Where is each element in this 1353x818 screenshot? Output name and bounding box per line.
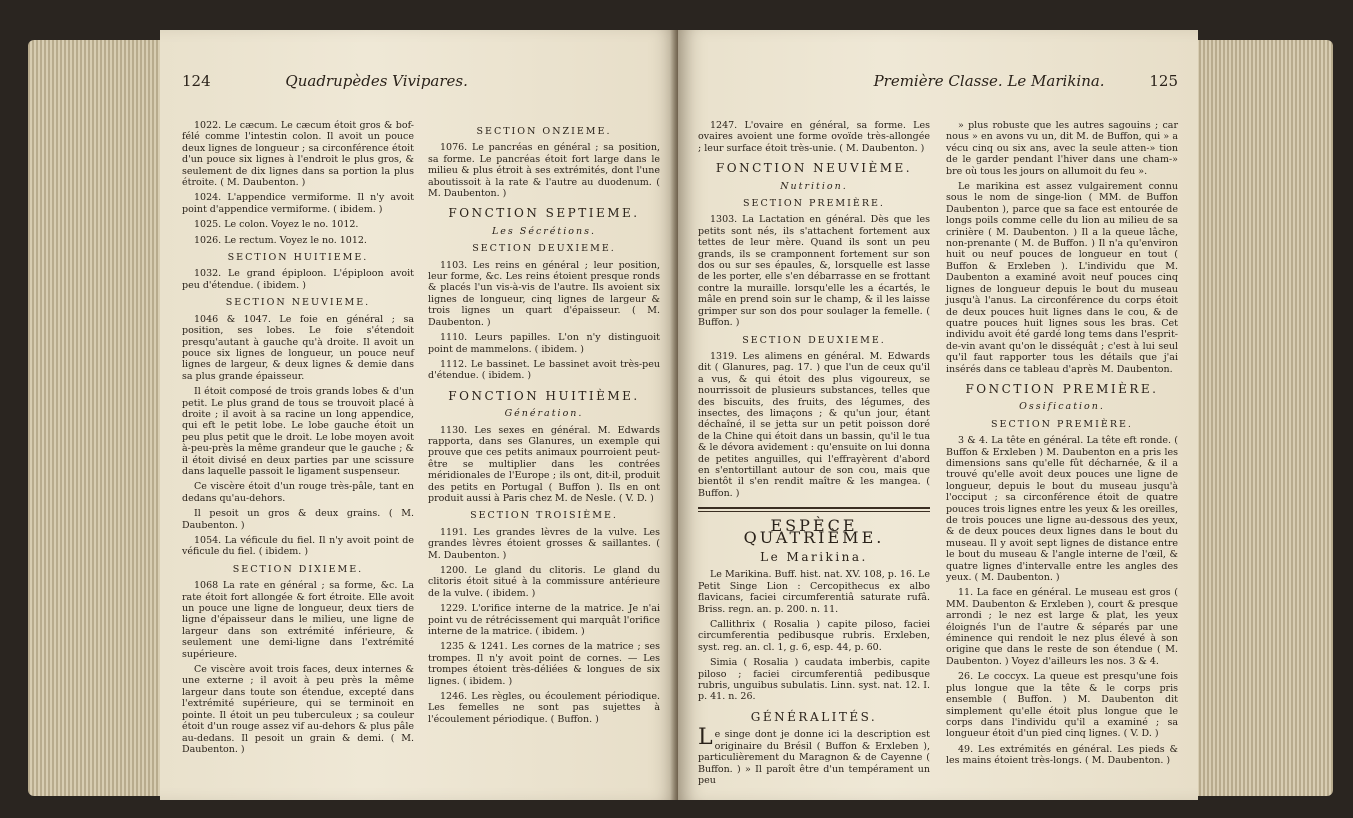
section-heading: FONCTION HUITIÈME. [448, 388, 640, 403]
section-rule [698, 507, 930, 512]
left-page-edges [28, 40, 168, 796]
paragraph: 1319. Les alimens en général. M. Edwards dit ( Glanures, pag. 17. ) que l'un de ceux qu'il a vus, & qui étoit des plus vigoureux, se nourrissoit de plusieurs substances, telles que des biscuits, des fruits, des légumes, des insectes, des limaçons ; & qu'un jour, étant déchaîné, il se jetta sur un petit poisson doré de la Chine qui étoit dans un bassin, qu'il le tua & le dévora avidement : qu'ensuite on lui donna de petites anguilles, qui l'effrayèrent d'abord en s'entortillant autour de son cou, mais que bientôt il s'en rendit maître & les mangea. ( Buffon. ) [698, 350, 930, 499]
section-heading: Les Sécrétions. [491, 225, 597, 237]
paragraph: 1246. Les règles, ou écoulement périodique. Les femelles ne sont pas sujettes à l'écoulement périodique. ( Buffon. ) [428, 691, 660, 725]
paragraph: Ce viscère avoit trois faces, deux internes & une externe ; il avoit à peu près la même largeur dans toute son étendue, excepté dans l'extrémité supérieure, qui se terminoit en pointe. Il étoit un peu tuberculeux ; sa couleur étoit d'un rouge assez vif au-dehors & plus pâle au-dedans. Il pesoit un grain & demi. ( M. Daubenton. ) [182, 664, 414, 755]
section-heading: Ossification. [1019, 401, 1105, 413]
paragraph: 1110. Leurs papilles. L'on n'y distinguoit point de mammelons. ( ibidem. ) [428, 332, 660, 355]
section-heading: Le Marikina. [760, 550, 868, 564]
right-running-head [818, 72, 1178, 90]
paragraph: 1112. Le bassinet. Le bassinet avoit très-peu d'étendue. ( ibidem. ) [428, 358, 660, 382]
section-heading: FONCTION PREMIÈRE. [965, 381, 1159, 396]
section-heading: SECTION NEUVIEME. [225, 297, 371, 309]
paragraph: 49. Les extrémités en général. Les pieds & les mains étoient très-longs. ( M. Daubenton. ) [946, 743, 1178, 767]
paragraph: Simia ( Rosalia ) caudata imberbis, capite piloso ; faciei circumferentiâ pedibusque rubris, unguibus subulatis. Linn. syst. nat. 12. I. p. 41. n. 26. [698, 657, 930, 703]
paragraph: 26. Le coccyx. La queue est presqu'une fois plus longue que la tête & le corps pris ensemble ( Buffon. ) M. Daubenton dit simplement qu'elle étoit plus longue que le corps dans l'individu qu'il a examiné ; sa longueur étoit d'un pied cinq lignes. ( V. D. ) [946, 671, 1178, 740]
paragraph: 1103. Les reins en général ; leur position, leur forme, &c. Les reins étoient presque ronds & placés l'un vis-à-vis de l'autre. Ils avoient six lignes de longueur, cinq lignes de largeur & trois lignes un quart d'épaisseur. ( M. Daubenton. ) [428, 259, 660, 328]
section-heading: SECTION DIXIEME. [232, 563, 364, 575]
left-column-1 [182, 120, 414, 759]
right-column-1 [698, 120, 930, 790]
paragraph: 1026. Le rectum. Voyez le no. 1012. [194, 234, 367, 246]
right-page-number: 125 [1149, 72, 1178, 90]
right-page [678, 30, 1198, 800]
paragraph: 1247. L'ovaire en général, sa forme. Les ovaires avoient une forme ovoïde très-allongée ; leur surface étoit très-unie. ( M. Daubenton. ) [698, 120, 930, 154]
paragraph: Ce viscère étoit d'un rouge très-pâle, tant en dedans qu'au-dehors. [182, 481, 414, 504]
section-heading: SECTION DEUXIEME. [472, 243, 616, 255]
paragraph: Il pesoit un gros & deux grains. ( M. Daubenton. ) [182, 508, 414, 531]
section-heading: SECTION DEUXIEME. [742, 334, 886, 346]
paragraph: » plus robuste que les autres sagouins ; car nous » en avons vu un, dit M. de Buffon, qui » a vécu cinq ou six ans, avec la seule atten-» tion de le garder pendant l'hiver dans une cham-» bre où tous les jours on allumoit du feu ». [946, 120, 1178, 177]
left-page [160, 30, 678, 800]
paragraph: 1032. Le grand épiploon. L'épiploon avoit peu d'étendue. ( ibidem. ) [182, 268, 414, 291]
paragraph [698, 725, 930, 786]
section-heading: SECTION PREMIÈRE. [991, 418, 1133, 430]
paragraph: 1229. L'orifice interne de la matrice. Je n'ai point vu de rétrécissement qui marquât l'orifice interne de la matrice. ( ibidem. ) [428, 603, 660, 638]
paragraph: 1024. L'appendice vermiforme. Il n'y avoit point d'appendice vermiforme. ( ibidem. ) [182, 192, 414, 215]
paragraph: 1025. Le colon. Voyez le no. 1012. [194, 219, 359, 231]
paragraph: 1022. Le cæcum. Le cæcum étoit gros & bof-félé comme l'intestin colon. Il avoit un pouce deux lignes de longueur ; sa circonférence étoit d'un pouce six lignes à l'endroit le plus gros, & seulement de dix lignes dans sa portion la plus étroite. ( M. Daubenton. ) [182, 120, 414, 189]
section-heading: SECTION HUITIEME. [227, 252, 369, 264]
paragraph: 1046 & 1047. Le foie en général ; sa position, ses lobes. Le foie s'étendoit presqu'autant à gauche qu'à droite. Il avoit un pouce six lignes de longueur, un pouce neuf lignes de largeur, & deux lignes & demie dans sa plus grande épaisseur. [182, 313, 414, 382]
drop-cap: L [698, 725, 713, 751]
paragraph: 1130. Les sexes en général. M. Edwards rapporta, dans ses Glanures, un exemple qui prouve que ces petits animaux pourroient peut-être se multiplier dans les contrées méridionales de l'Europe ; ils ont, dit-il, produit des petits en Portugal ( Buffon ). Ils en ont produit aussi à Paris chez M. de Nesle. ( V. D. ) [428, 424, 660, 504]
section-heading: Génération. [504, 408, 584, 420]
section-heading: SECTION ONZIEME. [476, 126, 612, 137]
paragraph: 1191. Les grandes lèvres de la vulve. Les grandes lèvres étoient grosses & saillantes. ( M. Daubenton. ) [428, 526, 660, 561]
section-heading: FONCTION NEUVIÈME. [715, 161, 913, 176]
left-page-number: 124 [182, 72, 211, 90]
paragraph: Il étoit composé de trois grands lobes & d'un petit. Le plus grand de tous se trouvoit placé à droite ; il avoit à sa racine un long appendice, qui eft le petit lobe. Le lobe gauche étoit un peu plus petit que le droit. Le lobe moyen avoit à-peu-près la même grandeur que le gauche ; & il étoit divisé en deux parties par une scissure dans laquelle passoit le ligament suspenseur. [182, 386, 414, 477]
section-heading: SECTION PREMIÈRE. [743, 198, 885, 210]
paragraph: 1200. Le gland du clitoris. Le gland du clitoris étoit situé à la commissure antérieure de la vulve. ( ibidem. ) [428, 565, 660, 599]
right-column-2 [946, 120, 1178, 771]
paragraph: 1068 La rate en général ; sa forme, &c. La rate étoit fort allongée & fort étroite. Elle avoit un pouce une ligne de longueur, deux tiers de ligne d'épaisseur dans le milieu, une ligne de largeur dans son extrémité inférieure, & seulement une demi-ligne dans l'extrémité supérieure. [182, 580, 414, 660]
paragraph: 3 & 4. La tête en général. La tête eft ronde. ( Buffon & Erxleben ) M. Daubenton en a pris les dimensions sans qu'elle fût décharnée, & il a trouvé qu'elle avoit deux pouces une ligne de longueur, depuis le bout du museau jusqu'à l'occiput ; sa circonférence étoit de quatre pouces trois lignes entre les yeux & les oreilles, de trois pouces une ligne au-dessous des yeux, & de deux pouces deux lignes dans le bout du museau. Il y avoit sept lignes de distance entre le bout du museau & l'angle interne de l'œil, & quatre lignes d'intervalle entre les angles des yeux. ( M. Daubenton. ) [946, 435, 1178, 584]
section-heading: ESPÈCE QUATRIÈME. [743, 516, 885, 547]
paragraph: 1303. La Lactation en général. Dès que les petits sont nés, ils s'attachent fortement aux tettes de leur mère. Quand ils sont un peu grands, ils se cramponnent fortement sur son dos ou sur ses épaules, &, lorsquelle est lasse de les porter, elle s'en débarrasse en se frottant contre la muraille. lorsqu'elle les a écartés, le mâle en prend soin sur le champ, & il les laisse grimper sur son dos pour soulager la femelle. ( Buffon. ) [698, 214, 930, 329]
left-running-title: Quadrupèdes Vivipares. [285, 72, 468, 90]
section-heading: SECTION TROISIÈME. [470, 510, 618, 522]
paragraph: Callithrix ( Rosalia ) capite piloso, faciei circumferentia pedibusque rubris. Erxleben, syst. reg. an. cl. 1, g. 6, esp. 44, p. 60. [698, 619, 930, 653]
paragraph: Le marikina est assez vulgairement connu sous le nom de singe-lion ( MM. de Buffon Daubenton ), parce que sa face est entourée de longs poils comme celle du lion au milieu de sa crinière ( M. Daubenton. ) Il a la queue lâche, non-prenante ( M. de Buffon. ) Il n'a qu'environ huit ou neuf pouces de longueur en tout ( Buffon & Erxleben ). L'individu que M. Daubenton a examiné avoit neuf pouces cinq lignes de longueur depuis le bout du museau jusqu'à l'anus. La circonférence du corps étoit de deux pouces huit lignes dans le cou, & de quatre pouces huit lignes sous les bras. Cet individu avoit été gardé long tems dans l'esprit-de-vin avant qu'on le disséquât ; c'est à lui seul qu'il faut rapporter tous les détails que j'ai insérés dans ce tableau d'après M. Daubenton. [946, 181, 1178, 375]
paragraph: 1054. La véficule du fiel. Il n'y avoit point de véficule du fiel. ( ibidem. ) [182, 535, 414, 558]
paragraph: 11. La face en général. Le museau est gros ( MM. Daubenton & Erxleben ), court & presque arrondi ; le nez est large & plat, les yeux éloignés l'un de l'autre & séparés par une éminence qui rendoit le nez plus élevé à son origine que dans le reste de son étendue ( M. Daubenton. ) Voyez d'ailleurs les nos. 3 & 4. [946, 587, 1178, 667]
left-column-2 [428, 120, 660, 729]
paragraph: 1076. Le pancréas en général ; sa position, sa forme. Le pancréas étoit fort large dans le milieu & plus étroit à ses extrémités, dont l'une aboutissoit à la rate & l'autre au duodenum. ( M. Daubenton. ) [428, 142, 660, 200]
paragraph: 1235 & 1241. Les cornes de la matrice ; ses trompes. Il n'y avoit point de cornes. — Les trompes étoient très-déliées & longues de six lignes. ( ibidem. ) [428, 641, 660, 687]
section-heading: FONCTION SEPTIEME. [448, 206, 640, 221]
paragraph-text: e singe dont je donne ici la description est originaire du Brésil ( Buffon & Erxleben ), particulièrement du Maragnon & de Cayenne ( Buffon. ) » Il paroît être d'un tempérament un peu [698, 729, 930, 786]
right-running-title: Première Classe. Le Marikina. [873, 72, 1105, 90]
left-running-head [182, 72, 652, 90]
right-page-edges [1183, 40, 1333, 796]
paragraph: Le Marikina. Buff. hist. nat. XV. 108, p. 16. Le Petit Singe Lion : Cercopithecus ex albo flavicans, faciei circumferentiâ saturate rufâ. Briss. regn. an. p. 200. n. 11. [698, 569, 930, 615]
section-heading: GÉNÉRALITÉS. [750, 709, 878, 724]
section-heading: Nutrition. [780, 180, 848, 192]
